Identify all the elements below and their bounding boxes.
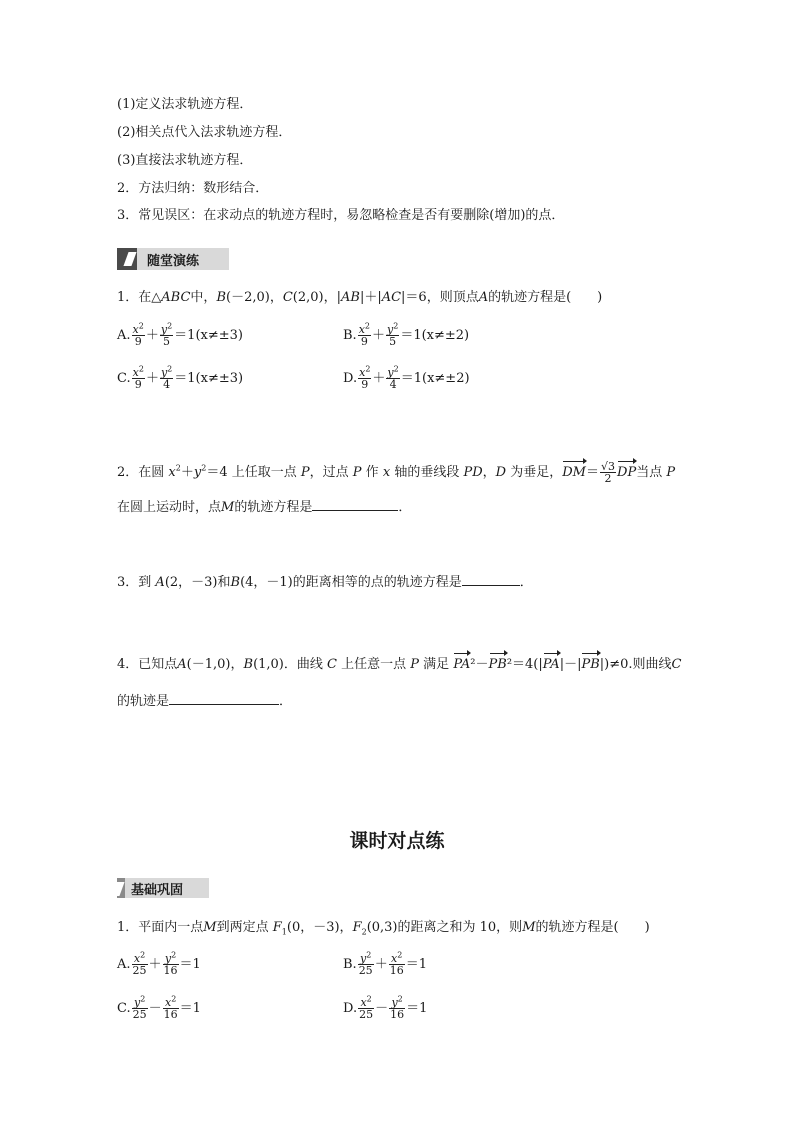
q5-stem: 1．平面内一点M到两定点 $F_1(0$，－3)，$F_2(0,3)$的距离之和为 10，则M的轨迹方程是( ) bbox=[117, 920, 650, 937]
vector-dp: DP bbox=[617, 465, 637, 480]
summary-line-5: 3．常见误区：在求动点的轨迹方程时，易忽略检查是否有要删除(增加)的点． bbox=[117, 208, 565, 223]
q2-line-2: 在圆上运动时，点M的轨迹方程是 ． bbox=[117, 500, 412, 515]
q5-option-a[interactable]: A. $\frac{x^2}{25}$ ＋ $\frac{y^2}{16}$ ＝1 bbox=[117, 950, 201, 977]
vector-dm: DM bbox=[562, 465, 586, 480]
vector-pb-2: PB bbox=[581, 657, 600, 672]
vector-pa: PA bbox=[453, 657, 471, 672]
section-header-basics bbox=[117, 878, 209, 898]
q3-answer-blank[interactable] bbox=[462, 573, 520, 586]
vector-pa-2: PA bbox=[542, 657, 560, 672]
section-marker-icon bbox=[117, 878, 125, 898]
q5-option-d[interactable]: D. $\frac{x^2}{25}$ － $\frac{y^2}{16}$ ＝1 bbox=[343, 994, 428, 1021]
q1-option-b[interactable]: B. $\frac{x^2}{9}$ ＋ $\frac{y^2}{5}$ ＝1(x≠±2) bbox=[343, 321, 470, 348]
vector-pb: PB bbox=[488, 657, 507, 672]
summary-line-4: 2．方法归纳：数形结合． bbox=[117, 181, 269, 196]
q1-option-c[interactable]: C. $\frac{x^2}{9}$ ＋ $\frac{y^2}{4}$ ＝1(x≠±3) bbox=[117, 364, 244, 391]
q3-line: 3．到 A(2，－3)和B(4，－1)的距离相等的点的轨迹方程是 ． bbox=[117, 575, 533, 590]
q2-line-1: 2．在圆 $x^2+y^2=4$ 上任取一点 P，过点 P 作 x 轴的垂线段 PD，D 为垂足，DM＝ $\frac{√3}{2}$ DP当点 P bbox=[117, 460, 676, 485]
summary-line-3: (3)直接法求轨迹方程． bbox=[117, 153, 253, 168]
q2-answer-blank[interactable] bbox=[312, 498, 398, 511]
q4-line-1: 4．已知点A(－1,0)，B(1,0)．曲线 C 上任意一点 P 满足 PA²－PB²＝4(|PA|－|PB|)≠0.则曲线C bbox=[117, 657, 682, 672]
section-label: 基础巩固 bbox=[131, 882, 184, 898]
section-marker-icon bbox=[117, 248, 137, 270]
q4-answer-blank[interactable] bbox=[169, 692, 279, 705]
summary-line-2: (2)相关点代入法求轨迹方程． bbox=[117, 125, 292, 140]
q4-line-2: 的轨迹是 ． bbox=[117, 694, 293, 709]
q5-option-b[interactable]: B. $\frac{y^2}{25}$ ＋ $\frac{x^2}{16}$ ＝1 bbox=[343, 950, 427, 977]
q1-stem: 1．在△ABC中，B(－2,0)，C(2,0)，|AB|＋|AC|＝6，则顶点A的轨迹方程是( ) bbox=[117, 290, 603, 305]
q5-option-c[interactable]: C. $\frac{y^2}{25}$ － $\frac{x^2}{16}$ ＝1 bbox=[117, 994, 201, 1021]
summary-line-1: (1)定义法求轨迹方程． bbox=[117, 97, 253, 112]
q1-option-d[interactable]: D. $\frac{x^2}{9}$ ＋ $\frac{y^2}{4}$ ＝1(x≠±2) bbox=[343, 364, 470, 391]
section-header-practice bbox=[117, 248, 229, 270]
page-title: 课时对点练 bbox=[349, 830, 445, 852]
section-label: 随堂演练 bbox=[147, 253, 200, 269]
q1-option-a[interactable]: A. $\frac{x^2}{9}$ ＋ $\frac{y^2}{5}$ ＝1(x≠±3) bbox=[117, 321, 243, 348]
